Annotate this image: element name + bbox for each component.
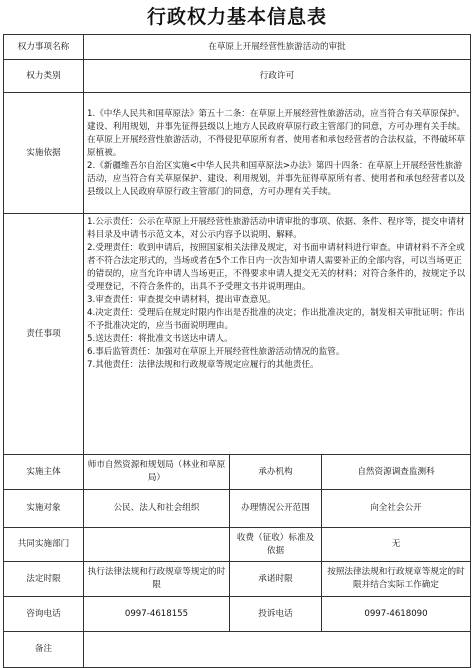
- row-remark: [4, 632, 471, 668]
- power-name-value: 在草原上开展经营性旅游活动的审批: [84, 35, 471, 60]
- consult-phone-value: 0997-4618155: [84, 597, 230, 632]
- basis-label: 实施依据: [4, 93, 84, 214]
- row-category: [4, 60, 471, 93]
- complaint-phone-label: 投诉电话: [230, 597, 322, 632]
- disclosure-scope-value: 向全社会公开: [322, 490, 471, 528]
- target-label: 实施对象: [4, 490, 84, 528]
- responsibility-paragraph: 2.受理责任：收到申请后，按照国家相关法律及规定，对书面申请材料进行审查。申请材料不齐全或者不符合法定形式的，当场或者在5个工作日内一次告知申请人需要补正的全部内容，可以当场更正的错误的，应当允许申请人当场更正，不得要求申请人提交无关的材料；对符合条件的，按规定予以受理登记，不符合条件的，出具不予受理文书并说明理由。: [87, 243, 466, 292]
- responsibility-paragraph: 1.公示责任：公示在草原上开展经营性旅游活动申请审批的事项、依据、条件、程序等，提交申请材料目录及申请书示范文本，对公示内容予以说明、解释。: [87, 217, 465, 240]
- promise-limit-value: 按照法律法规和行政规章等规定的时限并结合实际工作确定: [322, 562, 471, 597]
- consult-phone-label: 咨询电话: [4, 597, 84, 632]
- joint-dept-label: 共同实施部门: [4, 528, 84, 562]
- basis-paragraph: 2.《新疆维吾尔自治区实施<中华人民共和国草原法>办法》第四十四条：在草原上开展经营性旅游活动，应当符合有关草原保护、建设、利用规划，并事先征得草原所有者、使用者和承包经营者以及县级以上人民政府草原行政主管部门的同意，方可办理有关手续。: [87, 160, 466, 197]
- promise-limit-label: 承诺时限: [230, 562, 322, 597]
- category-label: 权力类别: [4, 60, 84, 93]
- responsibility-text: [87, 214, 467, 454]
- fee-standard-value: 无: [322, 528, 471, 562]
- subject-value: 师市自然资源和规划局（林业和草原局）: [84, 455, 230, 490]
- disclosure-scope-label: 办理情况公开范围: [230, 490, 322, 528]
- row-joint: [4, 528, 471, 562]
- legal-limit-value: 执行法律法规和行政规章等规定的时限: [84, 562, 230, 597]
- responsibility-paragraph: 3.审查责任：审查提交申请材料，提出审查意见。: [87, 295, 276, 305]
- remark-label: 备注: [4, 632, 84, 668]
- responsibility-paragraph: 5.送达责任：将批准文书送达申请人。: [87, 334, 233, 344]
- basis-paragraph: 1.《中华人民共和国草原法》第五十二条：在草原上开展经营性旅游活动，应当符合有关草原保护、建设、利用规划，并事先征得县级以上地方人民政府草原行政主管部门的同意，方可办理有关手续。在草原上开展经营性旅游活动，不得侵犯草原所有者、使用者和承包经营者的合法权益，不得破坏草原植被。: [87, 108, 466, 158]
- responsibility-paragraph: 4.决定责任：受理后在规定时限内作出是否批准的决定；作出批准决定的，制发相关审批证明；作出不予批准决定的，应当书面说明理由。: [87, 308, 465, 331]
- complaint-phone-value: 0997-4618090: [322, 597, 471, 632]
- row-responsibility: [4, 214, 471, 455]
- agency-value: 自然资源调查监测科: [322, 455, 471, 490]
- subject-label: 实施主体: [4, 455, 84, 490]
- remark-value: [84, 632, 471, 668]
- power-name-label: 权力事项名称: [4, 35, 84, 60]
- page-title: 行政权力基本信息表: [146, 6, 327, 28]
- row-target: [4, 490, 471, 528]
- category-value: 行政许可: [84, 60, 471, 93]
- basis-value: [84, 93, 471, 214]
- row-subject: [4, 455, 471, 490]
- row-power-name: [4, 35, 471, 60]
- responsibility-paragraph: 6.事后监管责任：加强对在草原上开展经营性旅游活动情况的监管。: [87, 347, 345, 357]
- row-time-limit: [4, 562, 471, 597]
- responsibility-paragraph: 7.其他责任：法律法规和行政规章等规定应履行的其他责任。: [87, 360, 319, 370]
- agency-label: 承办机构: [230, 455, 322, 490]
- row-phone: [4, 597, 471, 632]
- info-table: [3, 34, 471, 668]
- target-value: 公民、法人和社会组织: [84, 490, 230, 528]
- joint-dept-value: [84, 528, 230, 562]
- responsibility-value: [84, 214, 471, 455]
- fee-standard-label: 收费（征收）标准及依据: [230, 528, 322, 562]
- legal-limit-label: 法定时限: [4, 562, 84, 597]
- responsibility-label: 责任事项: [4, 214, 84, 455]
- row-basis: [4, 93, 471, 214]
